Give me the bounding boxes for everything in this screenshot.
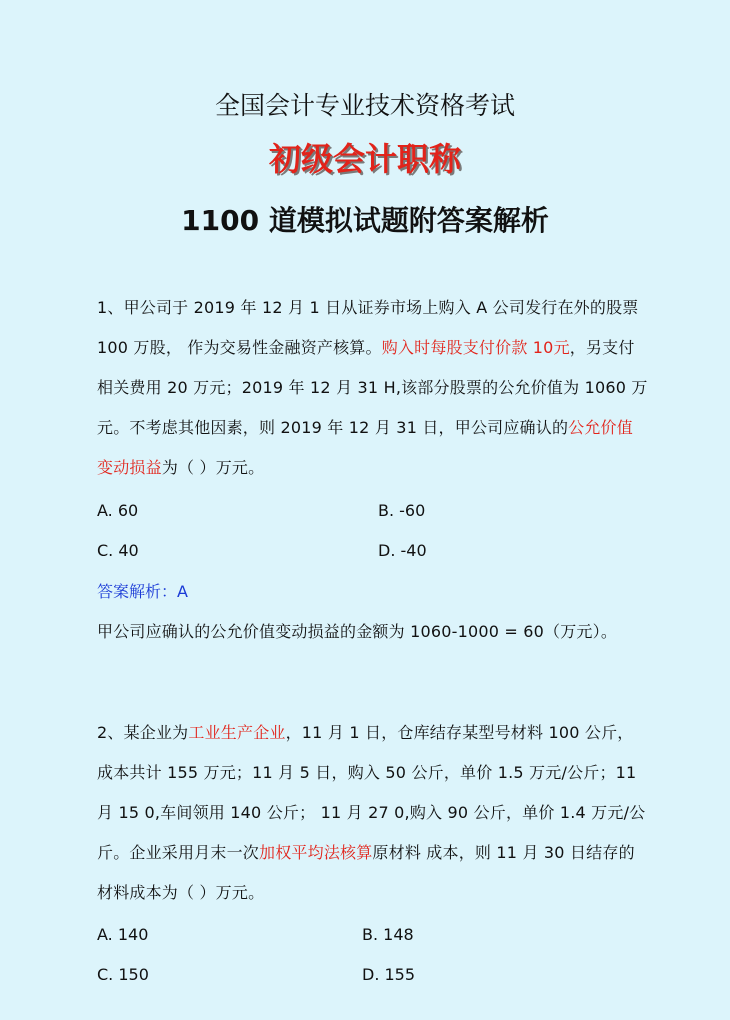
q1-text-part2: ，另支付相关费用 20 万元；2019 年 12 月 31 H,该部分股票的公允价值为 1060 万元。不考虑其他因素，则 2019 年 12 月 31 日，甲公司应确认的 bbox=[97, 338, 648, 437]
q2-option-a: A. 140 bbox=[97, 925, 149, 944]
q2-option-b: B. 148 bbox=[362, 925, 414, 944]
subtitle: 1100 道模拟试题附答案解析 bbox=[181, 204, 549, 237]
q1-option-a: A. 60 bbox=[97, 501, 139, 520]
level-title: 初级会计职称 bbox=[268, 140, 461, 178]
q1-option-d: D. -40 bbox=[378, 541, 427, 560]
q2-highlight-method: 加权平均法核算 bbox=[259, 843, 373, 862]
q1-answer: 答案解析：A bbox=[97, 582, 188, 601]
q2-option-d: D. 155 bbox=[362, 965, 416, 984]
q1-option-c: C. 40 bbox=[97, 541, 139, 560]
q2-highlight-enterprise: 工业生产企业 bbox=[188, 723, 286, 742]
q1-text-part3: 为（ ）万元。 bbox=[161, 458, 265, 477]
q2-option-c: C. 150 bbox=[97, 965, 149, 984]
q1-explanation: 甲公司应确认的公允价值变动损益的金额为 1060-1000 = 60（万元）。 bbox=[97, 622, 618, 641]
question-2-text bbox=[97, 713, 649, 913]
q2-text-part3: 原材料 成本，则 11 月 30 日结存的材料成本为（ ）万元。 bbox=[97, 843, 635, 902]
q1-highlight-fv-change: 公允价值变动损益 bbox=[97, 418, 633, 477]
q1-text-part1: 1、甲公司于 2019 年 12 月 1 日从证券市场上购入 A 公司发行在外的股票 100 万股， 作为交易性金融资产核算。 bbox=[97, 298, 639, 357]
exam-title: 全国会计专业技术资格考试 bbox=[214, 91, 515, 120]
q2-text-part1: 2、某企业为 bbox=[97, 723, 189, 742]
question-1-text bbox=[97, 288, 649, 488]
q1-option-b: B. -60 bbox=[378, 501, 426, 520]
q1-highlight-price: 购入时每股支付价款 10元 bbox=[381, 338, 570, 357]
q2-text-part2: ，11 月 1 日，仓库结存某型号材料 100 公斤，成本共计 155 万元；11 月 5 日，购入 50 公斤，单价 1.5 万元/公斤；11 月 15 0,车间领用 140 公斤； 11 月 27 0,购入 90 公斤，单价 1.4 万元/公斤。企业采用月末一次 bbox=[97, 723, 646, 862]
